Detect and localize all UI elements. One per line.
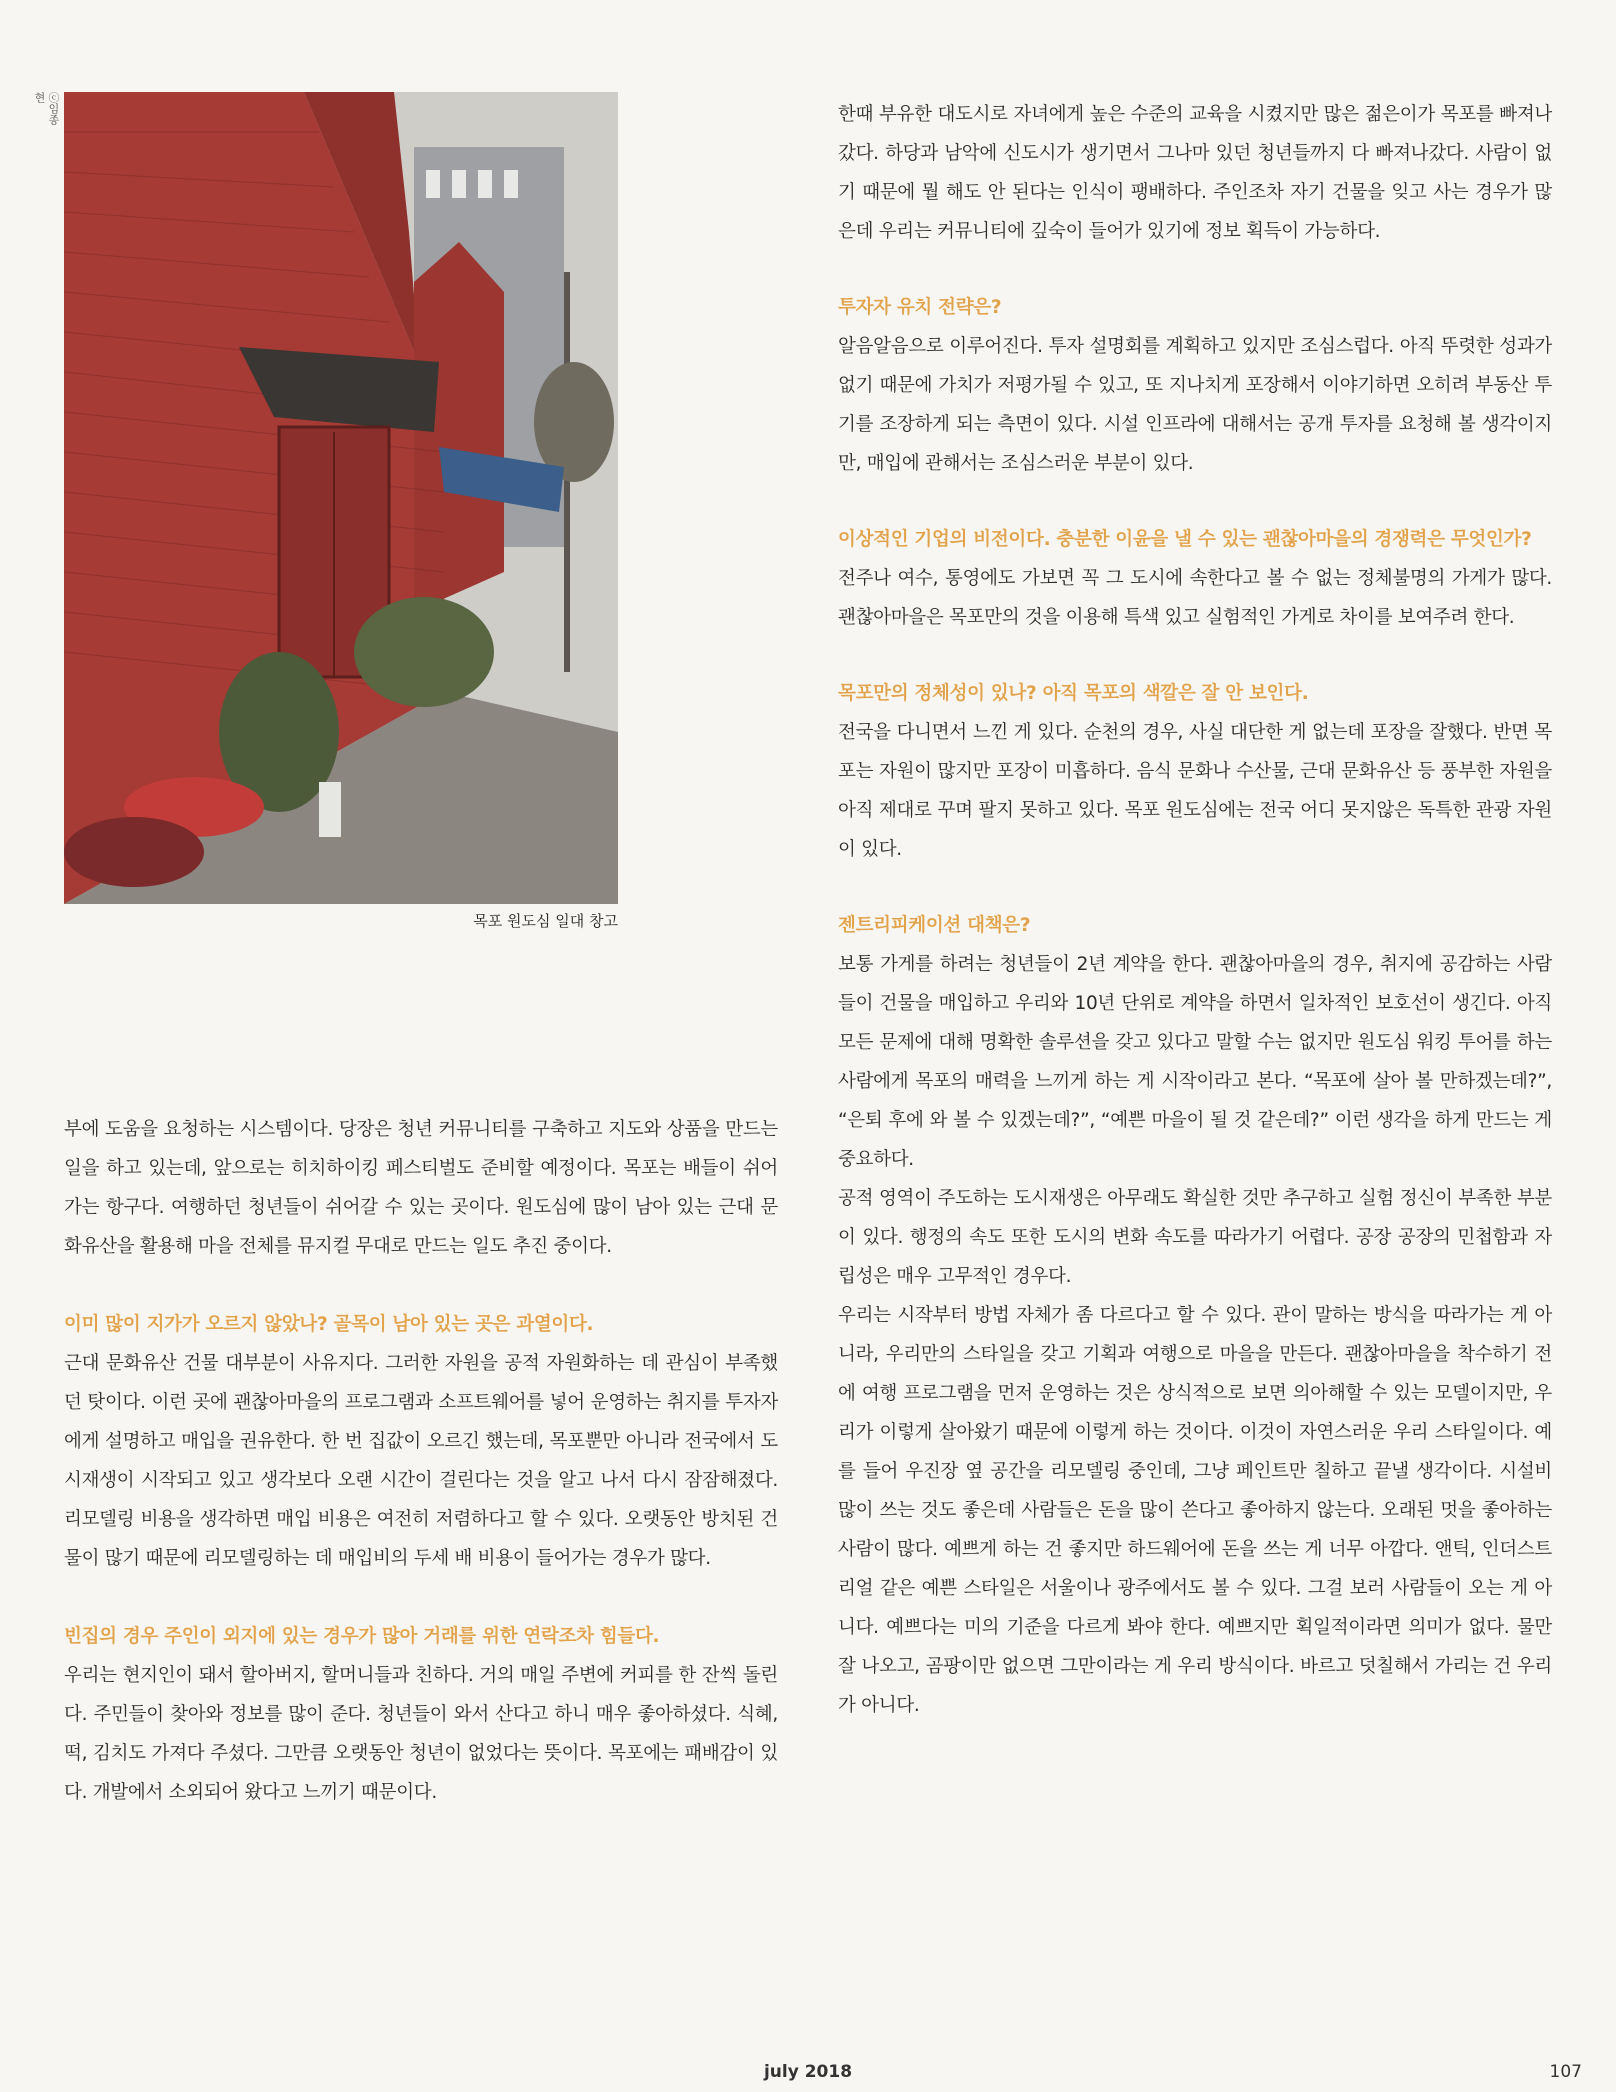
question-heading: 이상적인 기업의 비전이다. 충분한 이윤을 낼 수 있는 괜찮아마을의 경쟁력은 무엇인가? [838,529,1532,550]
answer-paragraph: 알음알음으로 이루어진다. 투자 설명회를 계획하고 있지만 조심스럽다. 아직 뚜렷한 성과가 없기 때문에 가치가 저평가될 수 있고, 또 지나치게 포장해서 이야기하면 오히려 부동산 투기를 조장하게 되는 측면이 있다. 시설 인프라에 대해서는 공개 투자를 요청해 볼 생각이지만, 매입에 관해서는 조심스러운 부분이 있다. [838,336,1552,474]
question-heading: 목포만의 정체성이 있나? 아직 목포의 색깔은 잘 안 보인다. [838,683,1309,704]
answer-paragraph: 우리는 현지인이 돼서 할아버지, 할머니들과 친하다. 거의 매일 주변에 커피를 한 잔씩 돌린다. 주민들이 찾아와 정보를 많이 준다. 청년들이 와서 산다고 하니 매우 좋아하셨다. 식혜, 떡, 김치도 가져다 주셨다. 그만큼 오랫동안 청년이 없었다는 뜻이다. 목포에는 패배감이 있다. 개발에서 소외되어 왔다고 느끼기 때문이다. [64,1665,778,1803]
answer-paragraph: 전주나 여수, 통영에도 가보면 꼭 그 도시에 속한다고 볼 수 없는 정체불명의 가게가 많다. 괜찮아마을은 목포만의 것을 이용해 특색 있고 실험적인 가게로 차이를 보여주려 한다. [838,568,1552,628]
question-heading: 빈집의 경우 주인이 외지에 있는 경우가 많아 거래를 위한 연락조차 힘들다. [64,1626,660,1647]
left-intro-paragraph: 부에 도움을 요청하는 시스템이다. 당장은 청년 커뮤니티를 구축하고 지도와 상품을 만드는 일을 하고 있는데, 앞으로는 히치하이킹 페스티벌도 준비할 예정이다. 목포는 배들이 쉬어가는 항구다. 여행하던 청년들이 쉬어갈 수 있는 곳이다. 원도심에 많이 남아 있는 근대 문화유산을 활용해 마을 전체를 뮤지컬 무대로 만드는 일도 추진 중이다. [64,1119,778,1257]
photo-caption: 목포 원도심 일대 창고 [473,912,618,930]
photo-credit: ⓒ임종현 [33,92,60,125]
warehouse-photo [64,92,618,904]
answer-paragraph: 근대 문화유산 건물 대부분이 사유지다. 그러한 자원을 공적 자원화하는 데 관심이 부족했던 탓이다. 이런 곳에 괜찮아마을의 프로그램과 소프트웨어를 넣어 운영하는 취지를 투자자에게 설명하고 매입을 권유한다. 한 번 집값이 오르긴 했는데, 목포뿐만 아니라 전국에서 도시재생이 시작되고 있고 생각보다 오랜 시간이 걸린다는 것을 알고 나서 다시 잠잠해졌다. 리모델링 비용을 생각하면 매입 비용은 여전히 저렴하다고 할 수 있다. 오랫동안 방치된 건물이 많기 때문에 리모델링하는 데 매입비의 두세 배 비용이 들어가는 경우가 많다. [64,1353,778,1569]
answer-paragraph: 전국을 다니면서 느낀 게 있다. 순천의 경우, 사실 대단한 게 없는데 포장을 잘했다. 반면 목포는 자원이 많지만 포장이 미흡하다. 음식 문화나 수산물, 근대 문화유산 등 풍부한 자원을 아직 제대로 꾸며 팔지 못하고 있다. 목포 원도심에는 전국 어디 못지않은 독특한 관광 자원이 있다. [838,722,1553,860]
question-heading: 투자자 유치 전략은? [838,297,1002,318]
answer-paragraph: 공적 영역이 주도하는 도시재생은 아무래도 확실한 것만 추구하고 실험 정신이 부족한 부분이 있다. 행정의 속도 또한 도시의 변화 속도를 따라가기 어렵다. 공장 공장의 민첩함과 자립성은 매우 고무적인 경우다. [838,1188,1552,1287]
answer-paragraph: 보통 가게를 하려는 청년들이 2년 계약을 한다. 괜찮아마을의 경우, 취지에 공감하는 사람들이 건물을 매입하고 우리와 10년 단위로 계약을 하면서 일차적인 보호선이 생긴다. 아직 모든 문제에 대해 명확한 솔루션을 갖고 있다고 말할 수는 없지만 원도심 워킹 투어를 하는 사람에게 목포의 매력을 느끼게 하는 게 시작이라고 본다. “목포에 살아 볼 만하겠는데?”, “은퇴 후에 와 볼 수 있겠는데?”, “예쁜 마을이 될 것 같은데?” 이런 생각을 하게 만드는 게 중요하다. [838,954,1552,1170]
issue-date: july 2018 [763,2062,853,2082]
question-heading: 이미 많이 지가가 오르지 않았나? 골목이 남아 있는 곳은 과열이다. [64,1314,594,1335]
right-column [838,95,1552,1725]
left-column [64,1110,778,1812]
right-intro-paragraph: 한때 부유한 대도시로 자녀에게 높은 수준의 교육을 시켰지만 많은 젊은이가 목포를 빠져나갔다. 하당과 남악에 신도시가 생기면서 그나마 있던 청년들까지 다 빠져나갔다. 사람이 없기 때문에 뭘 해도 안 된다는 인식이 팽배하다. 주인조차 자기 건물을 잊고 사는 경우가 많은데 우리는 커뮤니티에 깊숙이 들어가 있기에 정보 획득이 가능하다. [838,104,1552,242]
page-number: 107 [1549,2062,1582,2082]
answer-paragraph: 우리는 시작부터 방법 자체가 좀 다르다고 할 수 있다. 관이 말하는 방식을 따라가는 게 아니라, 우리만의 스타일을 갖고 기획과 여행으로 마을을 만든다. 괜찮아마을을 착수하기 전에 여행 프로그램을 먼저 운영하는 것은 상식적으로 보면 의아해할 수 있는 모델이지만, 우리가 이렇게 살아왔기 때문에 이렇게 하는 것이다. 이것이 자연스러운 우리 스타일이다. 예를 들어 우진장 옆 공간을 리모델링 중인데, 그냥 페인트만 칠하고 끝낼 생각이다. 시설비 많이 쓰는 것도 좋은데 사람들은 돈을 많이 쓴다고 좋아하지 않는다. 오래된 멋을 좋아하는 사람이 많다. 예쁘게 하는 건 좋지만 하드웨어에 돈을 쓰는 게 너무 아깝다. 앤틱, 인더스트리얼 같은 예쁜 스타일은 서울이나 광주에서도 볼 수 있다. 그걸 보러 사람들이 오는 게 아니다. 예쁘다는 미의 기준을 다르게 봐야 한다. 예쁘지만 획일적이라면 의미가 없다. 물만 잘 나오고, 곰팡이만 없으면 그만이라는 게 우리 방식이다. 바르고 덧칠해서 가리는 건 우리가 아니다. [838,1305,1552,1716]
question-heading: 젠트리피케이션 대책은? [838,915,1031,936]
